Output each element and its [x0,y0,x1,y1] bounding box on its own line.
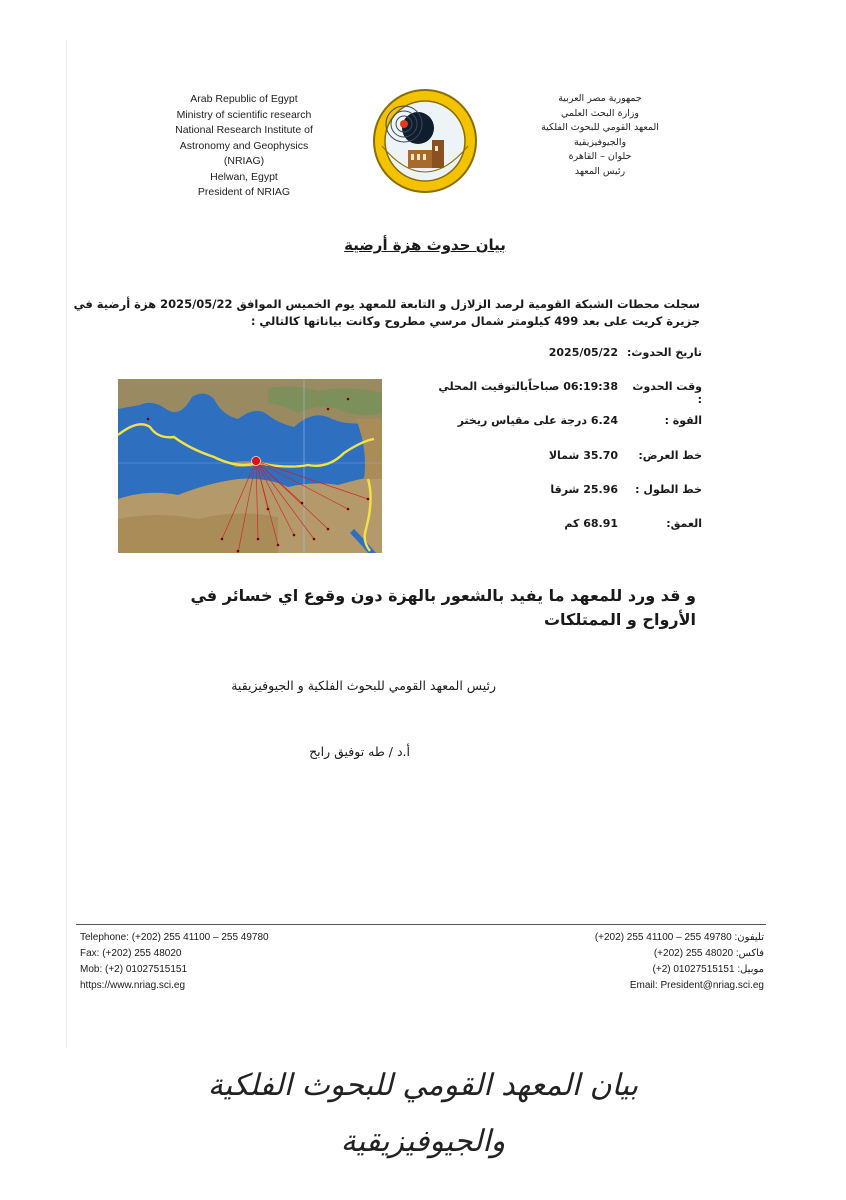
fact-value: 6.24 درجة على مقياس ريختر [457,414,618,428]
signature-name: أ.د / طه توفيق رابح [309,744,410,759]
header-en-line: Arab Republic of Egypt [190,93,298,105]
epicenter-marker-icon [252,457,261,466]
fact-value: 25.96 شرقا [550,482,618,496]
footer-telephone-ar: تليفون: 49780 255 – 41100 255 (202+) [594,932,764,943]
footer-website-link[interactable]: https://www.nriag.sci.eg [80,980,186,991]
footer-divider [76,924,766,925]
intro-line: سجلت محطات الشبكة القومية لرصد الزلازل و التابعة للمعهد يوم الخميس الموافق 2025/05/22 هزة أرضية في [73,297,700,311]
fact-label: خط العرض: [638,448,702,462]
image-caption [60,1058,786,1170]
header-ar-line: حلوان – القاهرة [568,151,632,162]
header-en-line: National Research Institute of [175,124,313,136]
footer-mobile-ar: موبيل: 01027515151 (2+) [652,964,764,975]
caption-line: بيان المعهد القومي للبحوث الفلكية [207,1068,639,1103]
header-ar-line: وزارة البحث العلمي [561,107,639,119]
header-english [150,92,338,201]
signature-organization: رئيس المعهد القومي للبحوث الفلكية و الجيوفيزيقية [231,678,496,693]
nriag-seal-icon [372,88,478,194]
fact-label: تاريخ الحدوث: [627,346,702,359]
fact-row-longitude [410,483,702,517]
footer-arabic [440,930,764,994]
header-ar-line: رئيس المعهد [574,165,626,177]
footer-mobile: Mob: (+2) 01027515151 [80,964,188,975]
header-en-line: Astronomy and Geophysics [179,139,309,152]
fact-row-time [410,380,702,414]
fact-row-depth [410,517,702,551]
fact-label: العمق: [666,516,702,530]
intro-paragraph [73,296,700,330]
damage-note: و قد ورد للمعهد ما يفيد بالشعور بالهزة دون وقوع اي خسائر في الأرواح و الممتلكات [190,586,696,629]
footer-telephone: Telephone: (+202) 255 41100 – 255 49780 [80,932,269,943]
fact-row-latitude [410,449,702,483]
footer-email-link[interactable]: Email: President@nriag.sci.eg [629,980,764,991]
footer-english [80,930,380,994]
fact-value: 2025/05/22 [548,346,618,359]
epicenter-map [118,379,382,553]
header-en-line: President of NRIAG [197,186,291,198]
footer-fax-ar: فاكس: 48020 255 (202+) [653,948,764,959]
document-title: بيان حدوث هزة أرضية [344,236,506,254]
header-en-line: (NRIAG) [223,155,265,167]
fact-label: القوة : [664,414,702,428]
header-en-line: Helwan, Egypt [210,170,278,183]
fact-row-magnitude [410,414,702,448]
earthquake-facts [410,346,702,551]
header-arabic [520,92,680,179]
fact-value: 06:19:38 صباحاًبالتوقيت المحلي [438,380,618,394]
header-en-line: Ministry of scientific research [176,108,312,121]
fact-value: 35.70 شمالا [548,448,618,462]
footer-fax: Fax: (+202) 255 48020 [80,948,182,959]
fact-label: وقت الحدوث : [632,380,702,407]
fact-row-date [410,346,702,380]
caption-line: والجيوفيزيقية [340,1124,506,1159]
header-ar-line: المعهد القومي للبحوث الفلكية [541,122,659,133]
fact-label: خط الطول : [635,482,702,496]
intro-line: جزيرة كريت على بعد 499 كيلومتر شمال مرسي مطروح وكانت بياناتها كالتالي : [250,314,700,328]
header-ar-line: والجيوفيزيقية [573,136,627,148]
header-ar-line: جمهورية مصر العربية [558,93,642,104]
fact-value: 68.91 كم [564,516,618,530]
